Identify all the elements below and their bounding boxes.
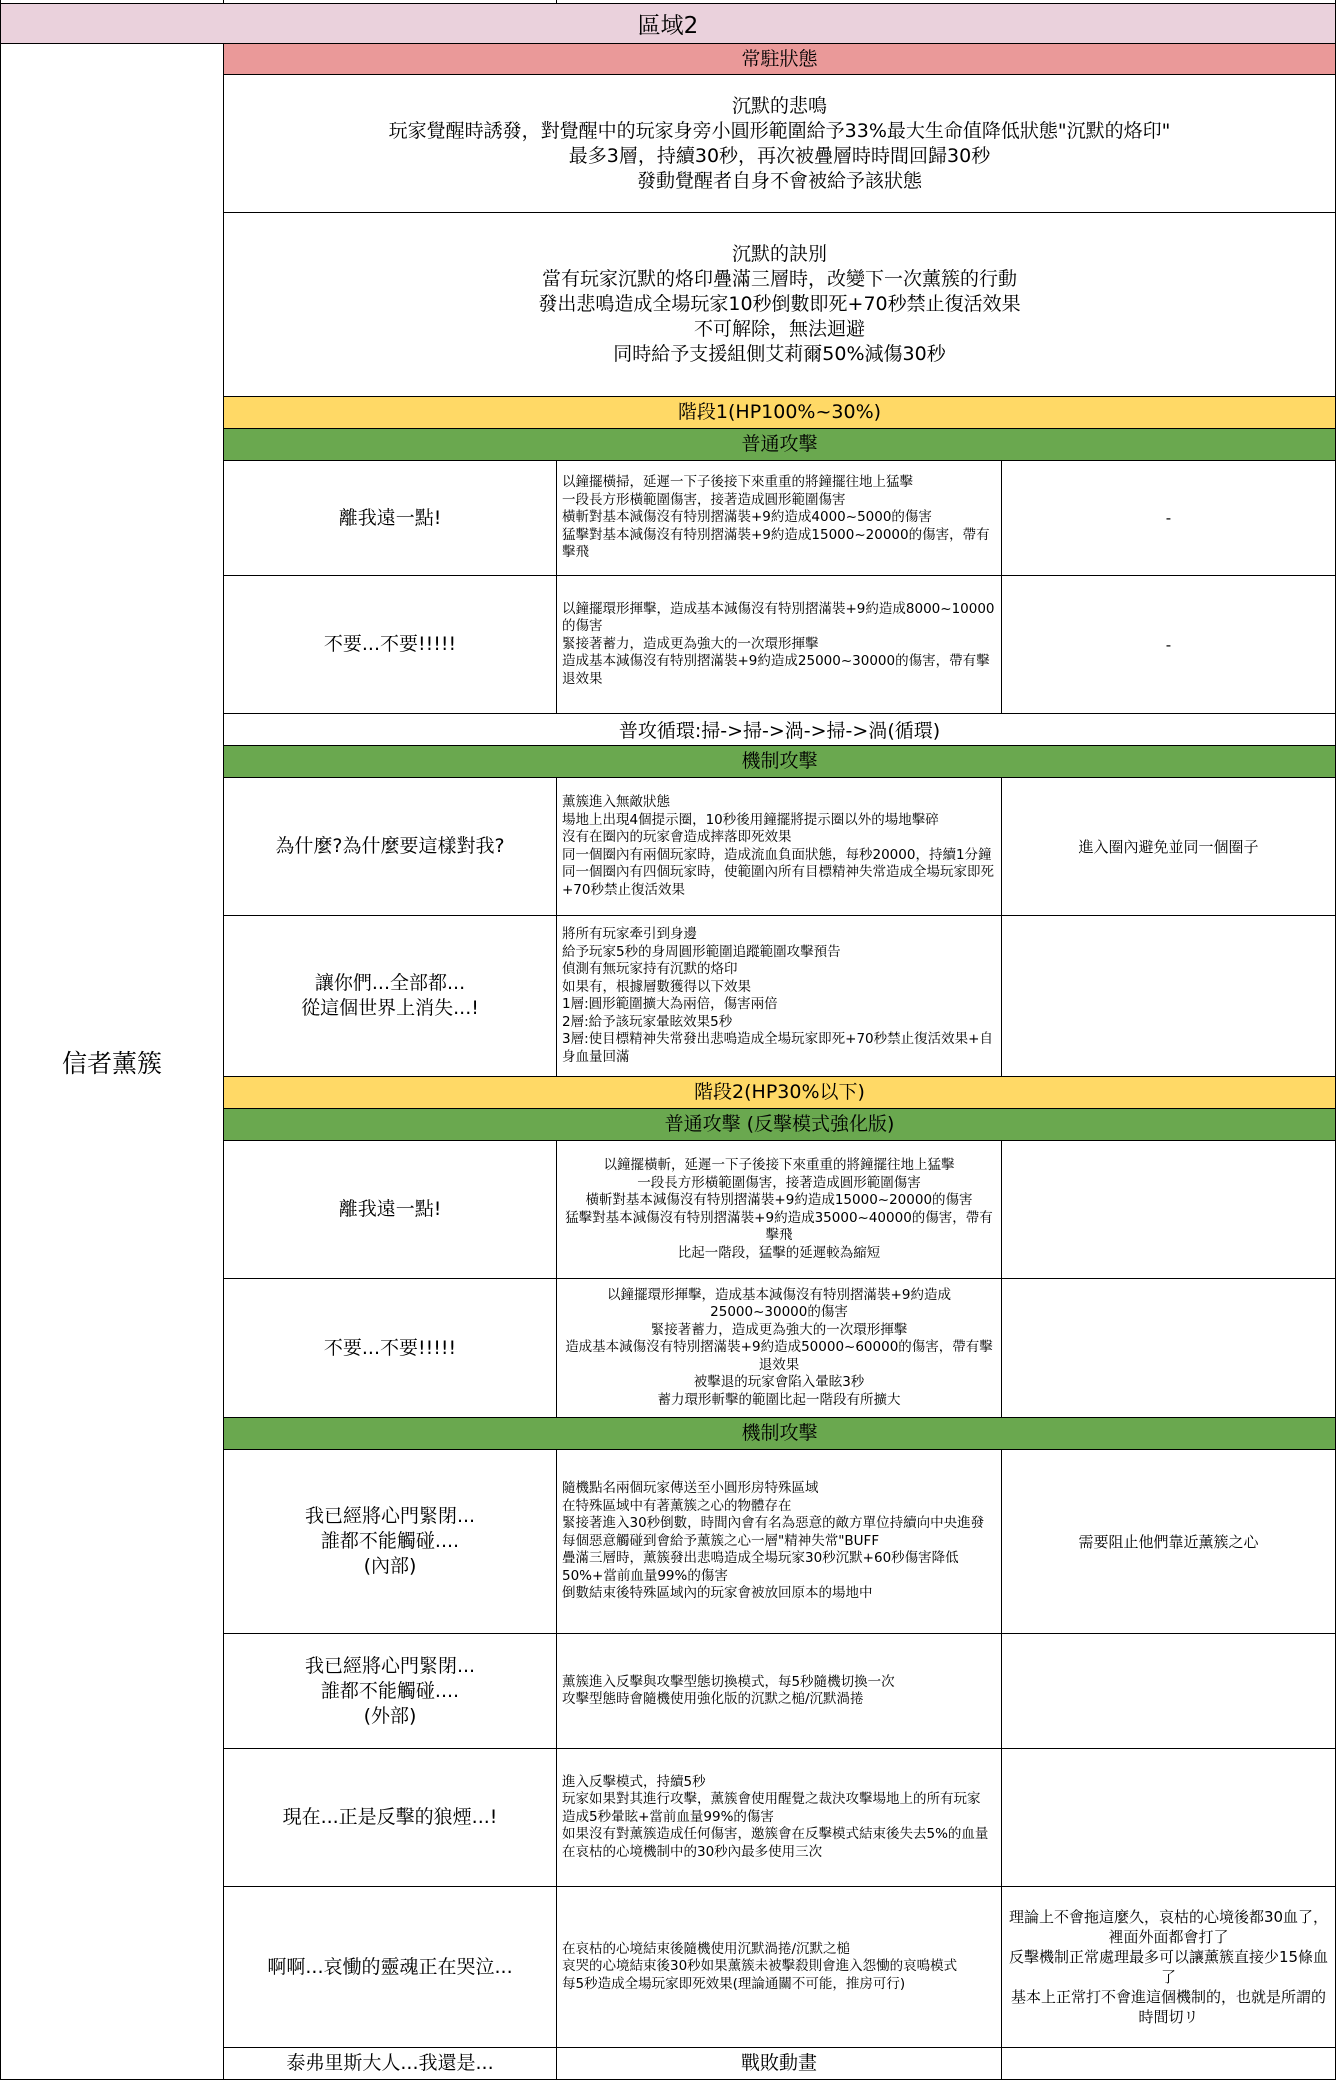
passive-silent-wail: 沉默的悲鳴 玩家覺醒時誘發，對覺醒中的玩家身旁小圓形範圍給予33%最大生命值降低狀態"沉默的烙印" 最多3層，持續30秒，再次被疊層時時間回歸30秒 發動覺醒者自身不會被給予該狀態: [223, 74, 1336, 213]
phase1-mech-header: 機制攻擊: [223, 745, 1336, 778]
p2n1-note: [1001, 1140, 1336, 1279]
phase2-mech-header: 機制攻擊: [223, 1417, 1336, 1450]
p2n2-name: 不要...不要!!!!!: [223, 1278, 557, 1418]
p1m2-name: 讓你們...全部都... 從這個世界上消失...!: [223, 915, 557, 1077]
passive-header: 常駐狀態: [223, 43, 1336, 75]
p2m4-desc: 在哀枯的心境結束後隨機使用沉默渦捲/沉默之槌 哀哭的心境結束後30秒如果薰簇未被擊殺則會進入怨慟的哀鳴模式 每5秒造成全場玩家即死效果(理論通關不可能，推房可行): [556, 1886, 1002, 2048]
p2m2-name: 我已經將心門緊閉... 誰都不能觸碰.... (外部): [223, 1633, 557, 1749]
phase2-header: 階段2(HP30%以下): [223, 1076, 1336, 1109]
passive-silent-farewell: 沉默的訣別 當有玩家沉默的烙印疊滿三層時，改變下一次薰簇的行動 發出悲鳴造成全場玩家10秒倒數即死+70秒禁止復活效果 不可解除，無法迴避 同時給予支援組側艾莉爾50%減傷30秒: [223, 212, 1336, 397]
p2m1-name: 我已經將心門緊閉... 誰都不能觸碰.... (內部): [223, 1449, 557, 1634]
p1n1-note: -: [1001, 460, 1336, 576]
p2m4-name: 啊啊...哀慟的靈魂正在哭泣...: [223, 1886, 557, 2048]
p2m3-name: 現在...正是反擊的狼煙...!: [223, 1748, 557, 1887]
phase1-attack-loop: 普攻循環:掃->掃->渦->掃->渦(循環): [223, 713, 1336, 746]
p2n1-desc: 以鐘擺橫斬，延遲一下子後接下來重重的將鐘擺往地上猛擊 一段長方形橫範圍傷害，接著造成圓形範圍傷害 橫斬對基本減傷沒有特別摺滿裝+9約造成15000~20000的傷害 猛擊對基本減傷沒有特別摺滿裝+9約造成35000~40000的傷害，帶有擊飛 比起一階段，猛擊的延遲較為縮短: [556, 1140, 1002, 1279]
p2m5-note: [1001, 2047, 1336, 2080]
p2m4-note: 理論上不會拖這麼久，哀枯的心境後都30血了，裡面外面都會打了 反擊機制正常處理最多可以讓薰簇直接少15條血了 基本上正常打不會進這個機制的，也就是所謂的時間切リ: [1001, 1886, 1336, 2048]
p2n1-name: 離我遠一點!: [223, 1140, 557, 1279]
p2m3-desc: 進入反擊模式，持續5秒 玩家如果對其進行攻擊，薰簇會使用醒覺之裁決攻擊場地上的所有玩家 造成5秒暈眩+當前血量99%的傷害 如果沒有對薰簇造成任何傷害，邀簇會在反擊模式結束後失去5%的血量 在哀枯的心境機制中的30秒內最多使用三次: [556, 1748, 1002, 1887]
p2m1-note: 需要阻止他們靠近薰簇之心: [1001, 1449, 1336, 1634]
p1n1-name: 離我遠一點!: [223, 460, 557, 576]
p2m1-desc: 隨機點名兩個玩家傳送至小圓形房特殊區域 在特殊區域中有著薰簇之心的物體存在 緊接著進入30秒倒數，時間內會有名為惡意的敵方單位持續向中央進發 每個惡意觸碰到會給予薰簇之心一層"精神失常"BUFF 疊滿三層時，薰簇發出悲鳴造成全場玩家30秒沉默+60秒傷害降低50%+當前血量99%的傷害 倒數結束後特殊區域內的玩家會被放回原本的場地中: [556, 1449, 1002, 1634]
p2m3-note: [1001, 1748, 1336, 1887]
boss-name: 信者薰簇: [0, 43, 224, 2080]
p1n2-note: -: [1001, 575, 1336, 714]
phase1-normal-header: 普通攻擊: [223, 428, 1336, 461]
p2n2-desc: 以鐘擺環形揮擊，造成基本減傷沒有特別摺滿裝+9約造成25000~30000的傷害 緊接著蓄力，造成更為強大的一次環形揮擊 造成基本減傷沒有特別摺滿裝+9約造成50000~60000的傷害，帶有擊退效果 被擊退的玩家會陷入暈眩3秒 蓄力環形斬擊的範圍比起一階段有所擴大: [556, 1278, 1002, 1418]
p2m2-note: [1001, 1633, 1336, 1749]
phase2-normal-header: 普通攻擊 (反擊模式強化版): [223, 1108, 1336, 1141]
p1n2-name: 不要...不要!!!!!: [223, 575, 557, 714]
phase1-header: 階段1(HP100%~30%): [223, 396, 1336, 429]
p2m5-name: 泰弗里斯大人...我還是...: [223, 2047, 557, 2080]
p1m2-note: [1001, 915, 1336, 1077]
p1m1-desc: 薰簇進入無敵狀態 場地上出現4個提示圈，10秒後用鐘擺將提示圈以外的場地擊碎 沒有在圈內的玩家會造成摔落即死效果 同一個圈內有兩個玩家時，造成流血負面狀態，每秒20000，持續1分鐘 同一個圈內有四個玩家時，使範圍內所有目標精神失常造成全場玩家即死+70秒禁止復活效果: [556, 777, 1002, 916]
p2m2-desc: 薰簇進入反擊與攻擊型態切換模式，每5秒隨機切換一次 攻擊型態時會隨機使用強化版的沉默之槌/沉默渦捲: [556, 1633, 1002, 1749]
region-title: 區域2: [0, 3, 1336, 44]
p1n1-desc: 以鐘擺橫掃，延遲一下子後接下來重重的將鐘擺往地上猛擊 一段長方形橫範圍傷害，接著造成圓形範圍傷害 橫斬對基本減傷沒有特別摺滿裝+9約造成4000~5000的傷害 猛擊對基本減傷沒有特別摺滿裝+9約造成15000~20000的傷害，帶有擊飛: [556, 460, 1002, 576]
p1m1-note: 進入圈內避免並同一個圈子: [1001, 777, 1336, 916]
p1n2-desc: 以鐘擺環形揮擊，造成基本減傷沒有特別摺滿裝+9約造成8000~10000的傷害 緊接著蓄力，造成更為強大的一次環形揮擊 造成基本減傷沒有特別摺滿裝+9約造成25000~30000的傷害，帶有擊退效果: [556, 575, 1002, 714]
p2n2-note: [1001, 1278, 1336, 1418]
p1m1-name: 為什麼?為什麼要這樣對我?: [223, 777, 557, 916]
p2m5-desc: 戰敗動畫: [556, 2047, 1002, 2080]
p1m2-desc: 將所有玩家牽引到身邊 給予玩家5秒的身周圓形範圍追蹤範圍攻擊預告 偵測有無玩家持有沉默的烙印 如果有，根據層數獲得以下效果 1層:圓形範圍擴大為兩倍，傷害兩倍 2層:給予該玩家暈眩效果5秒 3層:使目標精神失常發出悲鳴造成全場玩家即死+70秒禁止復活效果+自身血量回滿: [556, 915, 1002, 1077]
